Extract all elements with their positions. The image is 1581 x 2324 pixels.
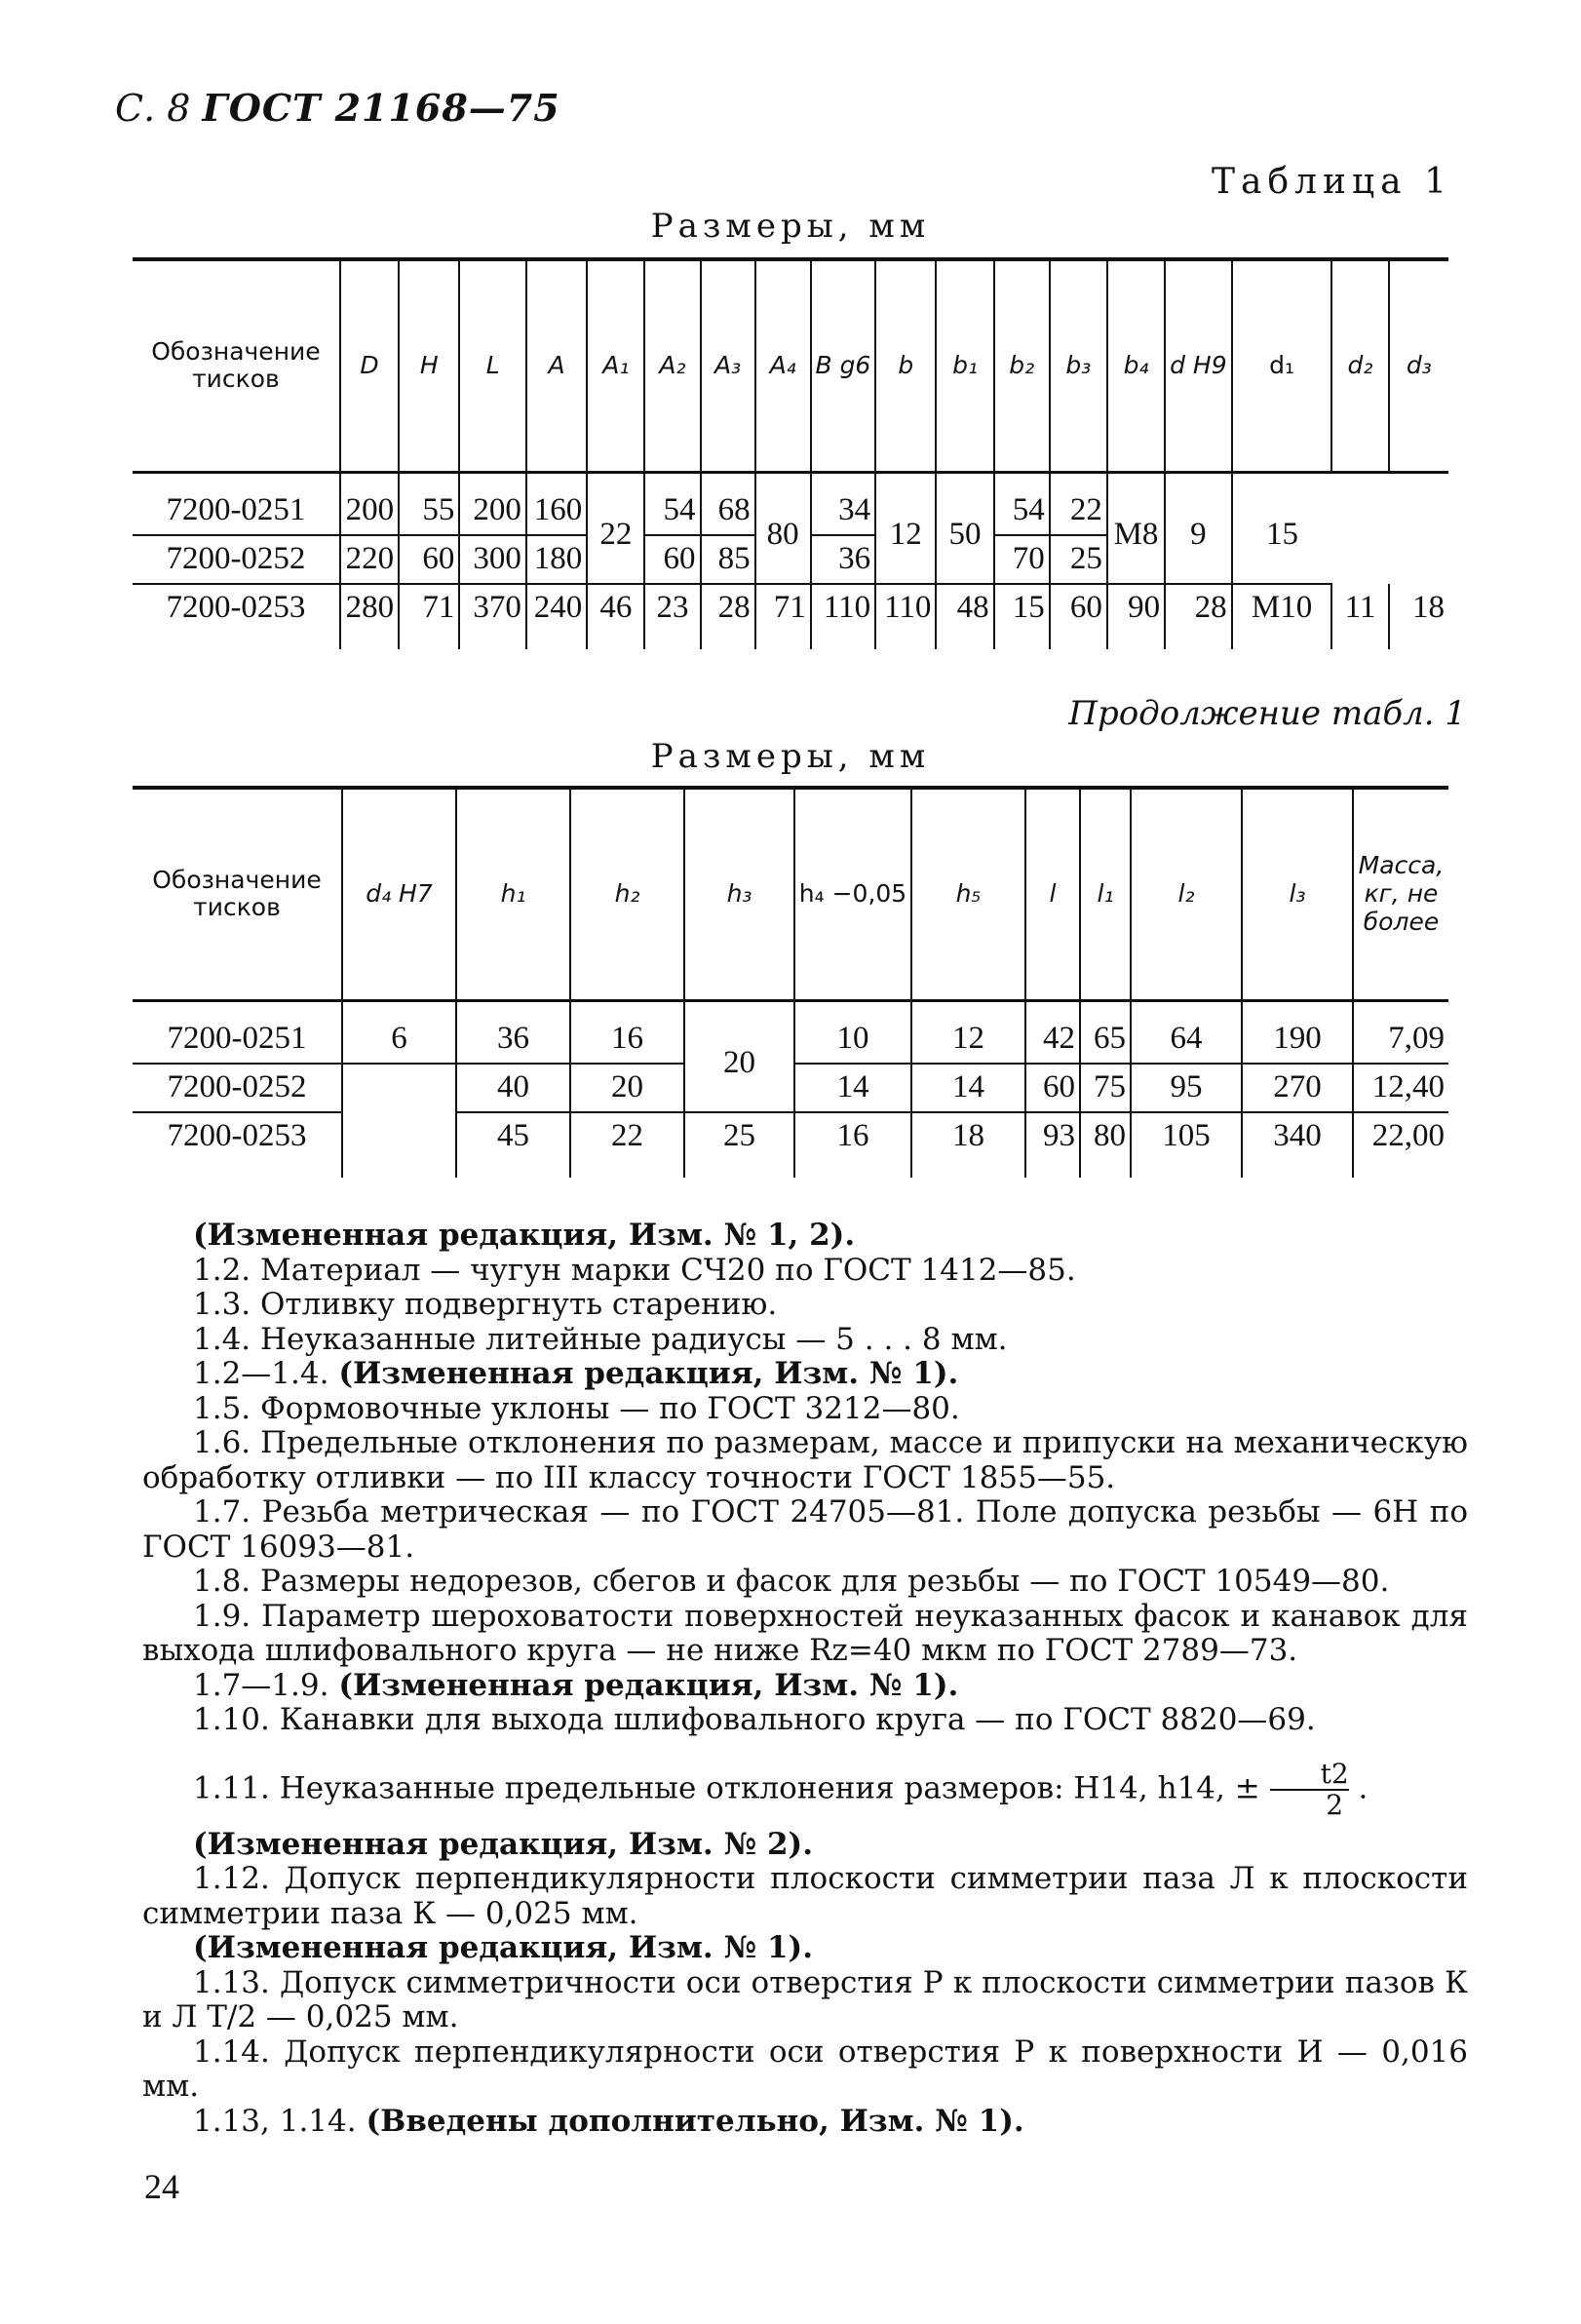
table1-cell: 22 [1050, 472, 1107, 535]
table1-cell: М8 [1107, 472, 1165, 584]
table1-cell: 70 [994, 535, 1050, 584]
table2-cell [342, 1064, 456, 1178]
table1-cell: 15 [1232, 472, 1332, 584]
table1-cell: 34 [811, 472, 875, 535]
amendment-1-7-1-9: 1.7—1.9. (Измененная редакция, Изм. № 1). [193, 1667, 959, 1703]
table2-cell: 7200-0253 [167, 1118, 307, 1153]
body-text [142, 1219, 1468, 2139]
amendment-izm-1: (Измененная редакция, Изм. № 1). [193, 1930, 813, 1965]
table2-cell: 22,00 [1353, 1112, 1448, 1178]
table1-header-13: b₃ [1050, 259, 1107, 472]
table2-cell: 60 [1025, 1064, 1080, 1112]
clause-1-9: 1.9. Параметр шероховатости поверхностей неуказанных фасок и канавок для выхода шлифовального круга — не ниже Rz=40 мкм по ГОСТ 2789—73. [142, 1598, 1468, 1668]
table2-header-5: h₄ −0,05 [794, 788, 911, 1000]
table2-cell: 40 [456, 1064, 570, 1112]
clause-1-4: 1.4. Неуказанные литейные радиусы — 5 . . . 8 мм. [193, 1321, 1008, 1357]
table1-header-16: d₁ [1232, 259, 1332, 472]
table2-cell: 20 [570, 1064, 684, 1112]
table1-cell: 54 [644, 472, 700, 535]
table1-header-7: A₃ [701, 259, 755, 472]
table2-cell: 18 [911, 1112, 1025, 1178]
table1-cell: 28 [701, 584, 755, 649]
table1-cell: 60 [1050, 584, 1107, 649]
table2-header-2: h₁ [456, 788, 570, 1000]
table1-cell: 200 [340, 472, 399, 535]
table1-header-18: d₃ [1389, 259, 1448, 472]
clause-1-10: 1.10. Канавки для выхода шлифовального круга — по ГОСТ 8820—69. [193, 1702, 1316, 1737]
table2-cell: 64 [1131, 1000, 1242, 1064]
table1-cell: 80 [755, 472, 811, 584]
table1-cell: 25 [1050, 535, 1107, 584]
clause-1-7: 1.7. Резьба метрическая — по ГОСТ 24705—81. Поле допуска резьбы — 6Н по ГОСТ 16093—81. [142, 1494, 1468, 1565]
table2-cell: 12,40 [1353, 1064, 1448, 1112]
table-row [133, 1000, 1448, 1064]
table1-header-10: b [875, 259, 936, 472]
amendment-izm-2: (Измененная редакция, Изм. № 2). [193, 1826, 813, 1862]
table2-cell: 12 [911, 1000, 1025, 1064]
table1-cell: 15 [994, 584, 1050, 649]
table2-cell: 340 [1242, 1112, 1353, 1178]
clause-1-5: 1.5. Формовочные уклоны — по ГОСТ 3212—80. [193, 1390, 960, 1426]
amendment-1-13-1-14: 1.13, 1.14. (Введены дополнительно, Изм. № 1). [193, 2103, 1024, 2139]
table2-cell: 95 [1131, 1064, 1242, 1112]
table2-cell: 75 [1080, 1064, 1131, 1112]
table1-cell: 160 [526, 472, 587, 535]
table2-cell: 10 [794, 1000, 911, 1064]
table1-cell: 71 [755, 584, 811, 649]
table1-cell: 12 [875, 472, 936, 584]
table2-units: Размеры, мм [650, 737, 931, 776]
table1-cell: 55 [399, 472, 459, 535]
table1-cell: 9 [1165, 472, 1232, 584]
table1-cell: 71 [399, 584, 459, 649]
table2-cell: 16 [570, 1000, 684, 1064]
table1-header-5: A₁ [587, 259, 644, 472]
table-row [133, 472, 1448, 535]
table1-header-4: A [526, 259, 587, 472]
table2-header-3: h₂ [570, 788, 684, 1000]
table1-cell: 54 [994, 472, 1050, 535]
table2-header-7: l [1025, 788, 1080, 1000]
table1-cell: 7200-0253 [166, 590, 306, 625]
table1-cell: 7200-0251 [133, 472, 340, 535]
table1-cell: 28 [1165, 584, 1232, 649]
table1-header-17: d₂ [1331, 259, 1388, 472]
clause-1-3: 1.3. Отливку подвергнуть старению. [193, 1287, 778, 1322]
table-row [133, 1112, 1448, 1178]
table1-cell: 200 [459, 472, 526, 535]
table1-cell: 60 [644, 535, 700, 584]
clause-1-12: 1.12. Допуск перпендикулярности плоскости симметрии паза Л к плоскости симметрии паза К — 0,025 мм. [142, 1861, 1468, 1931]
table2 [133, 786, 1448, 1178]
table1-header-0: Обозначение тисков [133, 259, 340, 472]
table1-cell: 68 [701, 472, 755, 535]
table1-label: Таблица 1 [1212, 162, 1452, 202]
table1 [133, 257, 1448, 649]
table1-cell: 110 [875, 584, 936, 649]
clause-1-8: 1.8. Размеры недорезов, сбегов и фасок для резьбы — по ГОСТ 10549—80. [193, 1564, 1390, 1599]
table2-cell: 270 [1242, 1064, 1353, 1112]
table1-header-11: b₁ [936, 259, 993, 472]
clause-1-13: 1.13. Допуск симметричности оси отверстия Р к плоскости симметрии пазов К и Л Т/2 — 0,025 мм. [142, 1964, 1468, 2034]
table2-header-11: Масса, кг, не более [1353, 788, 1448, 1000]
table2-cell: 25 [684, 1112, 794, 1178]
table1-cell: 7200-0252 [133, 535, 340, 584]
table2-header-10: l₃ [1242, 788, 1353, 1000]
table2-cell: 45 [456, 1112, 570, 1178]
table1-cell: 220 [340, 535, 399, 584]
page-ref: С. 8 [115, 87, 191, 130]
table2-cell: 6 [342, 1000, 456, 1064]
table2-cell: 7200-0252 [133, 1064, 342, 1112]
clause-1-14: 1.14. Допуск перпендикулярности оси отверстия Р к поверхности И — 0,016 мм. [142, 2034, 1468, 2104]
table2-cell: 20 [684, 1000, 794, 1112]
page-number: 24 [144, 2167, 179, 2206]
table1-cell: 280 [340, 584, 399, 649]
clause-1-2: 1.2. Материал — чугун марки СЧ20 по ГОСТ 1412—85. [193, 1252, 1076, 1288]
table1-cell: 36 [811, 535, 875, 584]
table2-header-8: l₁ [1080, 788, 1131, 1000]
clause-1-6: 1.6. Предельные отклонения по размерам, массе и припуски на механическую обработку отливки — по III классу точности ГОСТ 1855—55. [142, 1425, 1468, 1495]
table1-cell: 240 [526, 584, 587, 649]
table2-cell: 190 [1242, 1000, 1353, 1064]
table2-header-9: l₂ [1131, 788, 1242, 1000]
table1-header-2: H [399, 259, 459, 472]
table2-cell: 65 [1080, 1000, 1131, 1064]
table1-header-12: b₂ [994, 259, 1050, 472]
table1-cell: 370 [459, 584, 526, 649]
fraction-t2-over-2: $\frac{t2}{2}$ [1270, 1760, 1349, 1820]
table1-cell: 60 [399, 535, 459, 584]
table1-header-14: b₄ [1107, 259, 1165, 472]
table1-cell: 90 [1107, 584, 1165, 649]
clause-1-11: 1.11. Неуказанные предельные отклонения размеров: Н14, h14, ± $\frac{t2}{2}$ . [193, 1757, 1369, 1821]
table2-cell: 16 [794, 1112, 911, 1178]
table1-header-6: A₂ [644, 259, 700, 472]
standard-title: ГОСТ 21168—75 [202, 86, 560, 130]
table1-cell: 85 [701, 535, 755, 584]
amendment-note: (Измененная редакция, Изм. № 1, 2). [193, 1218, 856, 1253]
amendment-1-2-1-4: 1.2—1.4. (Измененная редакция, Изм. № 1). [193, 1356, 959, 1391]
table1-cell: 48 [936, 584, 993, 649]
table2-cell: 93 [1025, 1112, 1080, 1178]
table2-cell: 42 [1025, 1000, 1080, 1064]
table2-label: Продолжение табл. 1 [1068, 694, 1466, 733]
table1-cell: 300 [459, 535, 526, 584]
table2-cell: 14 [911, 1064, 1025, 1112]
table2-cell: 105 [1131, 1112, 1242, 1178]
table2-cell: 36 [456, 1000, 570, 1064]
table1-header-9: B g6 [811, 259, 875, 472]
table2-cell: 22 [570, 1112, 684, 1178]
table1-cell: 46 [587, 584, 644, 649]
table1-cell: 23 [644, 584, 700, 649]
table1-cell: 180 [526, 535, 587, 584]
table1-header-8: A₄ [755, 259, 811, 472]
table1-cell: 110 [811, 584, 875, 649]
table-row [133, 584, 1448, 649]
table1-header-3: L [459, 259, 526, 472]
table2-cell: 14 [794, 1064, 911, 1112]
table2-cell: 7,09 [1353, 1000, 1448, 1064]
table1-cell: 22 [587, 472, 644, 584]
table1-cell: 50 [936, 472, 993, 584]
table2-cell: 7200-0251 [133, 1000, 342, 1064]
table2-header-0: Обозначение тисков [133, 788, 342, 1000]
table1-cell: 18 [1389, 584, 1448, 649]
table2-cell: 80 [1080, 1112, 1131, 1178]
table1-header-15: d H9 [1165, 259, 1232, 472]
table1-units: Размеры, мм [650, 207, 931, 246]
table1-cell: 11 [1331, 584, 1388, 649]
table1-cell: М10 [1232, 584, 1332, 649]
table2-header-1: d₄ H7 [342, 788, 456, 1000]
table1-header-1: D [340, 259, 399, 472]
page-header [115, 86, 560, 130]
table2-header-6: h₅ [911, 788, 1025, 1000]
table2-header-4: h₃ [684, 788, 794, 1000]
